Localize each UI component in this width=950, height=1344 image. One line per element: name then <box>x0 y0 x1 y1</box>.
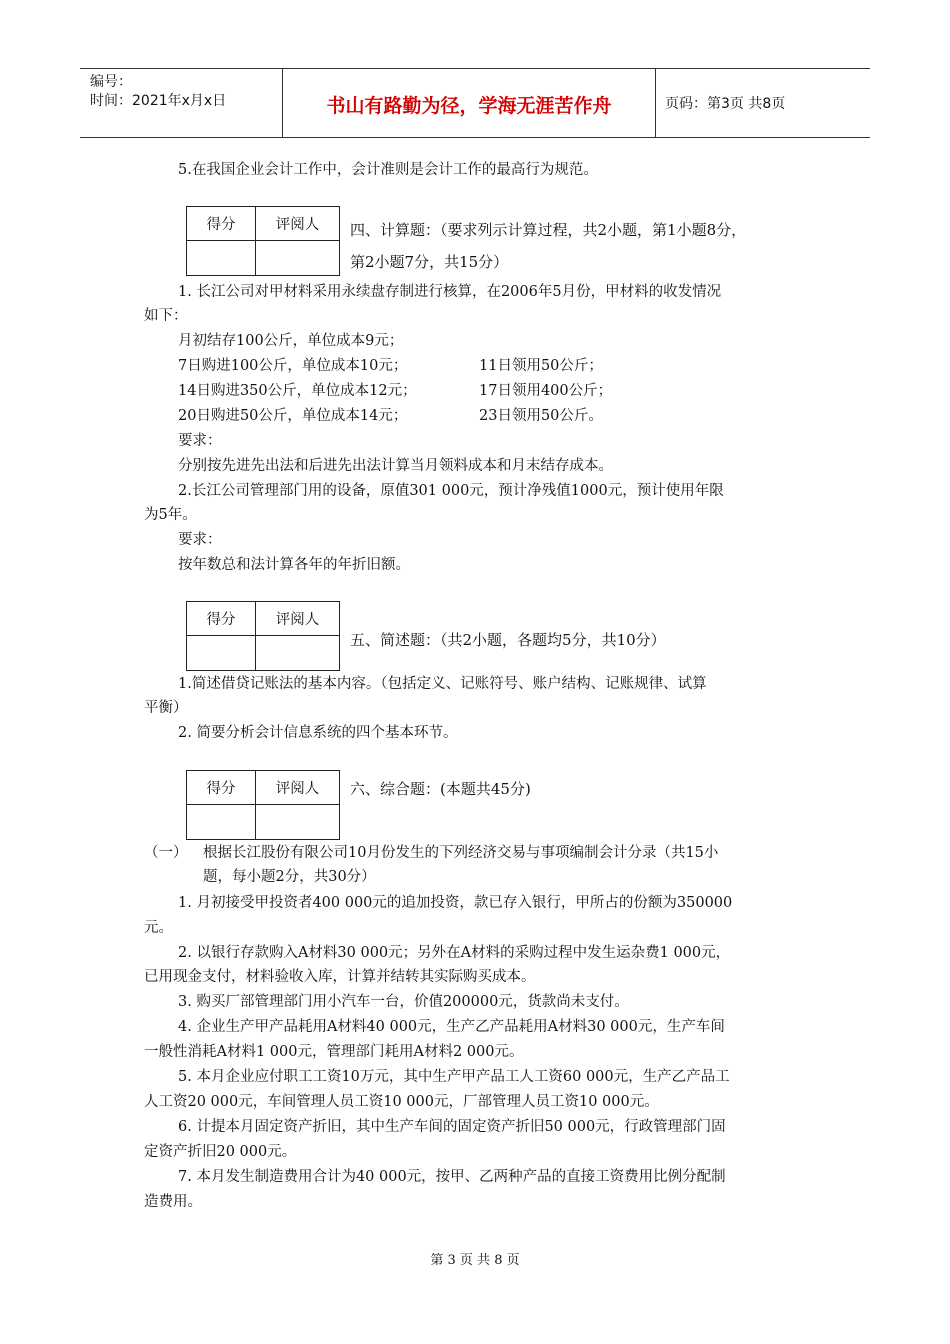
s6-line: 2. 以银行存款购入A材料30 000元；另外在A材料的采购过程中发生运杂费1 000元， <box>178 945 731 961</box>
s4-line: 月初结存100公斤，单位成本9元； <box>178 333 404 349</box>
reviewer-cell[interactable] <box>256 805 340 840</box>
s6-line: 元。 <box>144 920 173 936</box>
s6-line: 1. 月初接受甲投资者400 000元的追加投资，款已存入银行，甲所占的份额为350000 <box>178 895 733 911</box>
s6-sub-label: （一） <box>144 845 188 861</box>
score-header: 得分 <box>187 207 256 241</box>
s5-line: 2. 简要分析会计信息系统的四个基本环节。 <box>178 725 458 741</box>
reviewer-cell[interactable] <box>256 241 340 276</box>
s5-line: 1.简述借贷记账法的基本内容。（包括定义、记账符号、账户结构、记账规律、试算 <box>178 676 707 692</box>
s6-line: 4. 企业生产甲产品耗用A材料40 000元，生产乙产品耗用A材料30 000元，生产车间 <box>178 1019 725 1035</box>
header-time-label: 时间：2021年x月x日 <box>90 93 227 109</box>
section5-title: 五、简述题：（共2小题，各题均5分，共10分） <box>350 631 666 649</box>
score-box-section4 <box>186 206 340 276</box>
score-cell[interactable] <box>187 805 256 840</box>
s4-line: 如下： <box>144 308 188 324</box>
s4-line: 23日领用50公斤。 <box>479 408 603 424</box>
reviewer-header: 评阅人 <box>256 207 340 241</box>
score-cell[interactable] <box>187 636 256 671</box>
section4-title-line2: 第2小题7分，共15分） <box>350 253 509 271</box>
header-number-label: 编号： <box>90 74 132 90</box>
page-header <box>80 68 870 138</box>
s4-line: 2.长江公司管理部门用的设备，原值301 000元，预计净残值1000元，预计使用年限 <box>178 483 724 499</box>
s4-line: 要求： <box>178 532 222 548</box>
s4-line: 7日购进100公斤，单位成本10元； <box>178 358 408 374</box>
page-footer: 第 3 页 共 8 页 <box>430 1253 520 1268</box>
s6-line: 5. 本月企业应付职工工资10万元，其中生产甲产品工人工资60 000元，生产乙产品工 <box>178 1069 730 1085</box>
score-header: 得分 <box>187 771 256 805</box>
s4-line: 17日领用400公斤； <box>479 383 613 399</box>
section4-title-line1: 四、计算题：（要求列示计算过程，共2小题，第1小题8分， <box>350 221 747 239</box>
score-header: 得分 <box>187 602 256 636</box>
header-meta <box>90 73 226 111</box>
s6-line: 定资产折旧20 000元。 <box>144 1144 297 1160</box>
s6-sub-line1: 根据长江股份有限公司10月份发生的下列经济交易与事项编制会计分录（共15小 <box>203 845 719 861</box>
reviewer-header: 评阅人 <box>256 602 340 636</box>
item-5-statement: 5.在我国企业会计工作中，会计准则是会计工作的最高行为规范。 <box>178 162 598 178</box>
reviewer-header: 评阅人 <box>256 771 340 805</box>
s4-line: 按年数总和法计算各年的年折旧额。 <box>178 557 410 573</box>
score-cell[interactable] <box>187 241 256 276</box>
header-divider-right <box>655 69 656 137</box>
s6-line: 造费用。 <box>144 1194 202 1210</box>
s4-line: 20日购进50公斤，单位成本14元； <box>178 408 408 424</box>
header-motto: 书山有路勤为径，学海无涯苦作舟 <box>326 95 612 117</box>
section6-title: 六、综合题：(本题共45分) <box>350 780 531 798</box>
s6-line: 一般性消耗A材料1 000元，管理部门耗用A材料2 000元。 <box>144 1044 524 1060</box>
s4-line: 11日领用50公斤； <box>479 358 603 374</box>
header-page-label: 页码：第3页 共8页 <box>665 96 786 112</box>
s6-line: 7. 本月发生制造费用合计为40 000元，按甲、乙两种产品的直接工资费用比例分配制 <box>178 1169 726 1185</box>
s5-line: 平衡） <box>144 700 188 716</box>
score-box-section5 <box>186 601 340 671</box>
s4-line: 14日购进350公斤，单位成本12元； <box>178 383 417 399</box>
s6-line: 人工资20 000元，车间管理人员工资10 000元，厂部管理人员工资10 000元。 <box>144 1094 659 1110</box>
s4-line: 1. 长江公司对甲材料采用永续盘存制进行核算，在2006年5月份，甲材料的收发情况 <box>178 284 722 300</box>
s6-line: 3. 购买厂部管理部门用小汽车一台，价值200000元，货款尚未支付。 <box>178 994 629 1010</box>
s4-line: 为5年。 <box>144 507 197 523</box>
s4-line: 要求： <box>178 433 222 449</box>
s6-line: 6. 计提本月固定资产折旧，其中生产车间的固定资产折旧50 000元，行政管理部门固 <box>178 1119 726 1135</box>
s6-sub-line2: 题，每小题2分，共30分） <box>203 869 376 885</box>
s4-line: 分别按先进先出法和后进先出法计算当月领料成本和月末结存成本。 <box>178 458 613 474</box>
reviewer-cell[interactable] <box>256 636 340 671</box>
score-box-section6 <box>186 770 340 840</box>
s6-line: 已用现金支付，材料验收入库，计算并结转其实际购买成本。 <box>144 969 536 985</box>
